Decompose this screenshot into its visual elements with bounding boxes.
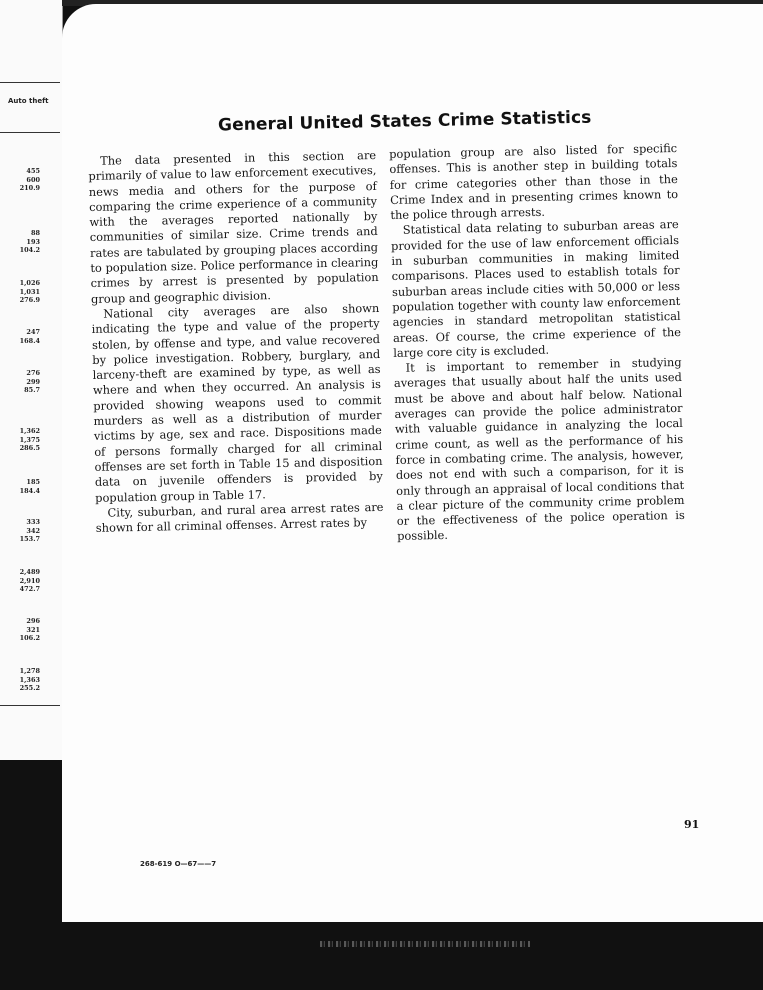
table-cell: 184.4 bbox=[19, 486, 40, 495]
table-rule bbox=[0, 132, 60, 133]
paragraph: National city averages are also shown indicating the type and value of the property stolen, by offense and type, and value recovered by police investigation. Robbery, burglary, and larceny-theft are examined by type, as well as where and when they occurred. An analysis is provided showing weapons used to commit murders as well as a distribution of murder victims by age, sex and race. Dispositions made of persons formally charged for all criminal offenses are set forth in Table 15 and disposition data on juvenile offenders is provided by population group in Table 17. bbox=[91, 300, 383, 505]
table-cell: 276 bbox=[26, 369, 40, 377]
table-value-group bbox=[20, 427, 40, 453]
table-cell: 455 bbox=[26, 167, 40, 175]
table-cell: 333 bbox=[26, 518, 40, 526]
table-cell: 1,375 bbox=[19, 435, 40, 444]
table-value-group bbox=[20, 328, 40, 345]
page-number: 91 bbox=[684, 818, 700, 831]
text-column-left bbox=[88, 148, 384, 536]
page-title: General United States Crime Statistics bbox=[217, 107, 592, 136]
table-cell: 104.2 bbox=[19, 246, 40, 254]
paragraph: population group are also listed for specific offenses. This is another step in building totals for crime categories other than those in the Crime Index and in presenting crimes known to the police through arrests. bbox=[389, 140, 679, 223]
paragraph: The data presented in this section are primarily of value to law enforcement executives, news media and others for the purpose of comparing the crime experience of a community with the averages reported nationally by communities of similar size. Crime trends and rates are tabulated by grouping places according to population size. Police performance in clearing crimes by arrest is presented by population group and geographic division. bbox=[88, 147, 379, 306]
table-cell: 600 bbox=[26, 175, 40, 184]
paragraph: City, suburban, and rural area arrest rates are shown for all criminal offenses. Arrest rates by bbox=[95, 499, 384, 536]
table-value-group bbox=[24, 369, 40, 395]
column-header-auto-theft: Auto theft bbox=[8, 97, 49, 105]
paragraph: Statistical data relating to suburban areas are provided for the use of law enforcement officials in suburban communities in making limited comparisons. Places used to establish totals for suburban areas include cities with 50,000 or less population together with county law enforcement agencies in standard metropolitan statistical areas. Of course, the crime experience of the large core city is excluded. bbox=[390, 217, 682, 360]
table-value-group bbox=[20, 229, 40, 255]
table-value-group bbox=[20, 518, 40, 544]
table-cell: 255.2 bbox=[19, 684, 40, 692]
table-cell: 1,362 bbox=[19, 427, 40, 435]
table-value-group bbox=[20, 568, 40, 594]
table-cell: 88 bbox=[30, 229, 40, 237]
table-cell: 210.9 bbox=[19, 184, 40, 192]
print-code: 268-619 O—67——7 bbox=[140, 860, 217, 868]
table-cell: 106.2 bbox=[19, 634, 40, 642]
table-cell: 1,363 bbox=[19, 675, 40, 684]
table-value-group bbox=[20, 279, 40, 305]
table-cell: 2,910 bbox=[19, 576, 40, 585]
table-value-group bbox=[20, 617, 40, 643]
table-cell: 1,278 bbox=[19, 667, 40, 675]
table-cell: 286.5 bbox=[19, 444, 40, 452]
table-cell: 193 bbox=[26, 237, 40, 246]
table-cell: 168.4 bbox=[19, 336, 40, 345]
table-value-group bbox=[20, 667, 40, 693]
table-cell: 472.7 bbox=[19, 585, 40, 593]
table-cell: 247 bbox=[26, 328, 40, 336]
paragraph: It is important to remember in studying averages that usually about half the units used must be above and about half below. National averages can provide the police administrator with valuable guidance in analyzing the local crime count, as well as the performance of his force in combating crime. The analysis, however, does not end with such a comparison, for it is only through an appraisal of local conditions that a clear picture of the community crime problem or the effectiveness of the police operation is possible. bbox=[393, 355, 685, 544]
table-cell: 185 bbox=[26, 478, 40, 486]
table-rule bbox=[0, 705, 60, 706]
table-cell: 153.7 bbox=[19, 535, 40, 543]
table-cell: 1,031 bbox=[19, 287, 40, 296]
table-cell: 321 bbox=[26, 625, 40, 634]
table-value-group bbox=[20, 478, 40, 495]
table-cell: 1,026 bbox=[19, 279, 40, 287]
table-cell: 85.7 bbox=[24, 386, 40, 394]
table-cell: 342 bbox=[26, 526, 40, 535]
table-value-group bbox=[20, 167, 40, 193]
facing-page-fragment bbox=[0, 0, 63, 760]
table-cell: 276.9 bbox=[19, 296, 40, 304]
table-cell: 2,489 bbox=[19, 568, 40, 576]
table-cell: 296 bbox=[26, 617, 40, 625]
table-rule bbox=[0, 82, 60, 83]
text-column-right bbox=[389, 141, 685, 545]
table-cell: 299 bbox=[26, 377, 40, 386]
scan-artifact bbox=[320, 941, 530, 947]
